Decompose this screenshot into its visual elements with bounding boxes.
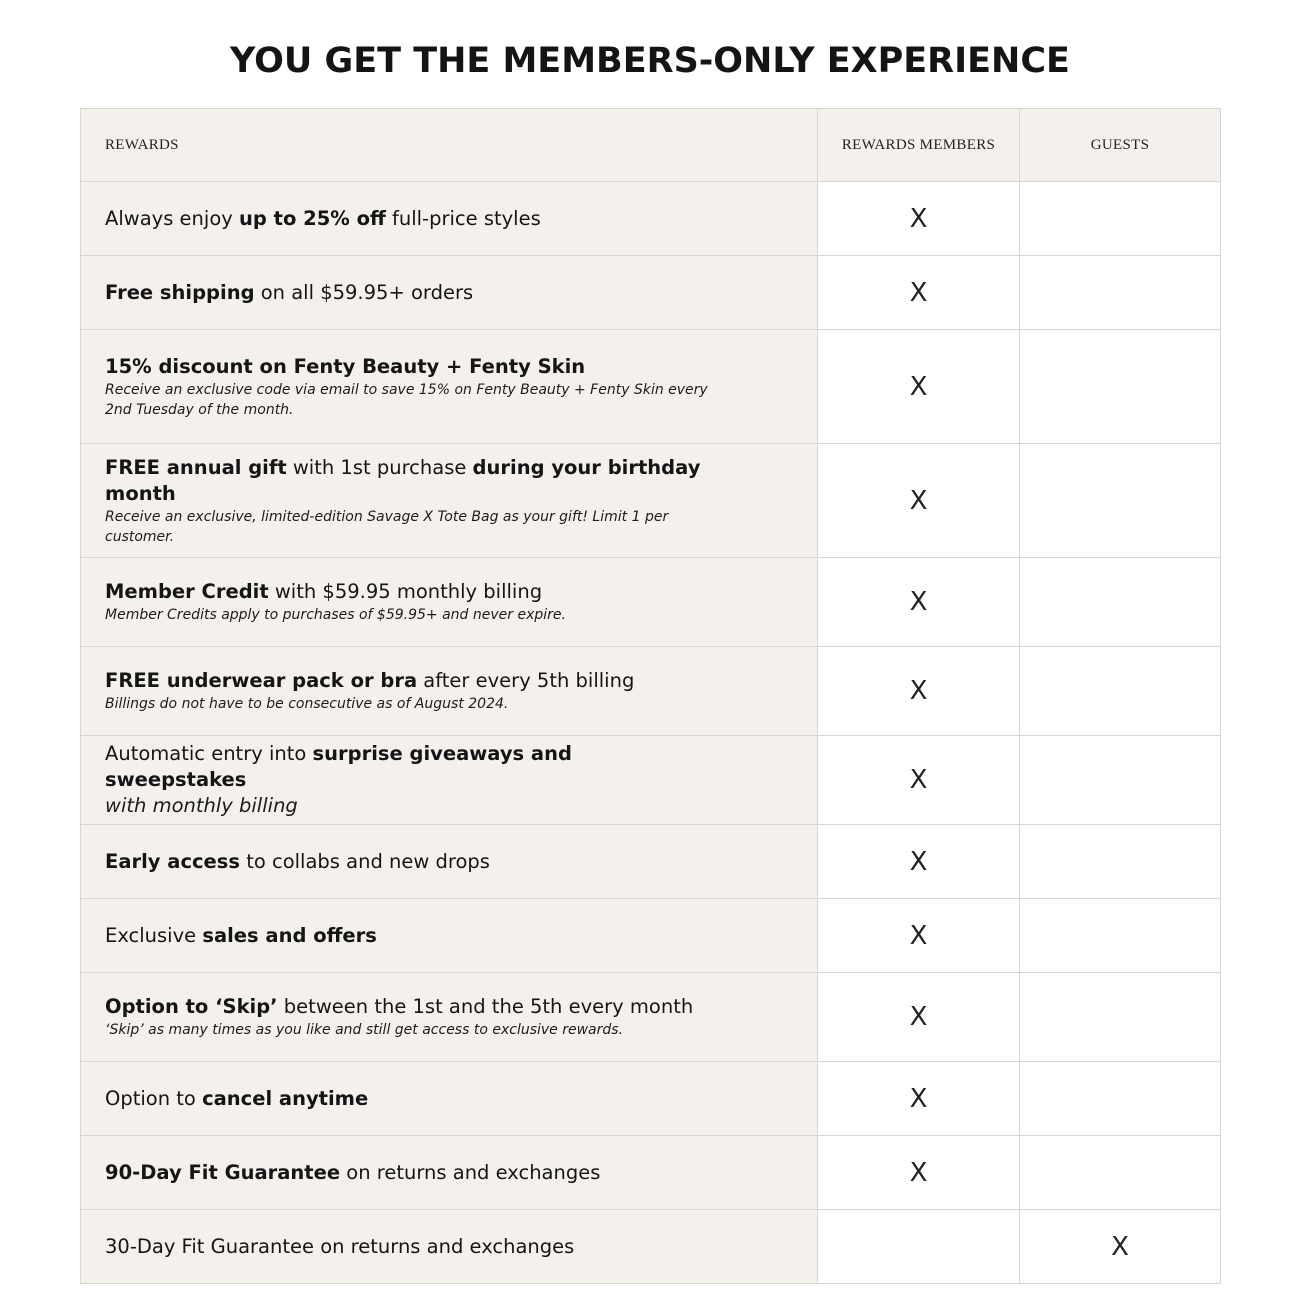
reward-text: between the 1st and the 5th every month [277, 995, 694, 1018]
reward-title [105, 994, 717, 1020]
reward-cell [81, 1136, 818, 1210]
members-mark: X [818, 182, 1020, 256]
table-row [81, 182, 1221, 256]
members-mark: X [818, 973, 1020, 1062]
reward-cell [81, 444, 818, 558]
table-row [81, 256, 1221, 330]
reward-title [105, 849, 717, 875]
reward-description: ‘Skip’ as many times as you like and still get access to exclusive rewards. [105, 1022, 624, 1038]
reward-title [105, 1160, 717, 1186]
members-mark: X [818, 444, 1020, 558]
reward-text-bold: during your birthday month [105, 455, 701, 505]
table-row [81, 736, 1221, 825]
table-row [81, 825, 1221, 899]
members-mark: X [818, 1136, 1020, 1210]
reward-description: Receive an exclusive code via email to save 15% on Fenty Beauty + Fenty Skin every 2nd Tuesday of the month. [105, 381, 708, 418]
reward-title [105, 1086, 717, 1112]
reward-text-bold: Member Credit [105, 580, 269, 603]
reward-text-bold: up to 25% off [239, 206, 386, 230]
members-mark [818, 1210, 1020, 1284]
reward-title [105, 923, 717, 949]
table-row [81, 899, 1221, 973]
reward-title [105, 1234, 717, 1260]
reward-text: 30-Day Fit Guarantee on returns and exchanges [105, 1234, 575, 1258]
table-row [81, 647, 1221, 736]
guests-mark [1020, 736, 1221, 825]
guests-mark [1020, 973, 1221, 1062]
reward-text: Option to [105, 1086, 203, 1110]
members-mark: X [818, 256, 1020, 330]
reward-cell [81, 825, 818, 899]
guests-mark: X [1020, 1210, 1221, 1284]
reward-cell [81, 1062, 818, 1136]
reward-text-bold: FREE underwear pack or bra [105, 669, 418, 692]
table-row [81, 444, 1221, 558]
reward-title [105, 280, 717, 306]
reward-text-bold: 15% discount on Fenty Beauty + Fenty Skin [105, 354, 586, 378]
members-mark: X [818, 1062, 1020, 1136]
reward-description: Receive an exclusive, limited-edition Savage X Tote Bag as your gift! Limit 1 per customer. [105, 508, 669, 545]
reward-cell [81, 256, 818, 330]
reward-cell [81, 973, 818, 1062]
guests-mark [1020, 1062, 1221, 1136]
page-title: YOU GET THE MEMBERS-ONLY EXPERIENCE [230, 41, 1070, 81]
reward-text-bold: sales and offers [202, 923, 377, 947]
reward-text-bold: 90-Day Fit Guarantee [105, 1160, 341, 1184]
members-mark: X [818, 330, 1020, 444]
members-mark: X [818, 899, 1020, 973]
reward-text: on returns and exchanges [340, 1160, 601, 1184]
reward-text-bold: cancel anytime [202, 1086, 369, 1110]
reward-description: Member Credits apply to purchases of $59.95+ and never expire. [105, 607, 566, 623]
members-mark: X [818, 647, 1020, 736]
reward-title [105, 455, 717, 507]
members-mark: X [818, 736, 1020, 825]
reward-text-bold: Option to ‘Skip’ [105, 995, 278, 1018]
guests-mark [1020, 444, 1221, 558]
table-row [81, 1136, 1221, 1210]
reward-text-bold: surprise giveaways and sweepstakes [105, 742, 572, 791]
table-header-row [81, 109, 1221, 182]
reward-text: with 1st purchase [286, 455, 473, 479]
reward-text: Exclusive [105, 923, 203, 947]
table-row [81, 1210, 1221, 1284]
reward-title [105, 741, 717, 793]
reward-cell [81, 736, 818, 825]
reward-text-bold: Early access [105, 849, 240, 873]
guests-mark [1020, 647, 1221, 736]
reward-cell [81, 182, 818, 256]
reward-text: Automatic entry into [105, 742, 313, 765]
guests-mark [1020, 825, 1221, 899]
table-row [81, 330, 1221, 444]
guests-mark [1020, 558, 1221, 647]
guests-mark [1020, 182, 1221, 256]
members-mark: X [818, 558, 1020, 647]
reward-cell [81, 1210, 818, 1284]
reward-text: after every 5th billing [417, 669, 635, 692]
reward-text-bold: FREE annual gift [105, 455, 287, 479]
guests-mark [1020, 1136, 1221, 1210]
members-mark: X [818, 825, 1020, 899]
reward-text: full-price styles [385, 206, 541, 230]
reward-text: with $59.95 monthly billing [268, 580, 543, 603]
reward-cell [81, 647, 818, 736]
guests-mark [1020, 330, 1221, 444]
column-header-rewards: REWARDS [81, 109, 818, 182]
guests-mark [1020, 256, 1221, 330]
reward-description: with monthly billing [105, 794, 298, 817]
column-header-guests: GUESTS [1020, 109, 1221, 182]
reward-text: to collabs and new drops [240, 849, 490, 873]
reward-description: Billings do not have to be consecutive as of August 2024. [105, 696, 509, 712]
reward-title [105, 579, 717, 605]
reward-cell [81, 330, 818, 444]
table-row [81, 1062, 1221, 1136]
reward-cell [81, 899, 818, 973]
table-row [81, 558, 1221, 647]
reward-text: Always enjoy [105, 206, 239, 230]
table-row [81, 973, 1221, 1062]
column-header-rewards-members: REWARDS MEMBERS [818, 109, 1020, 182]
reward-title [105, 668, 717, 694]
rewards-comparison-table [80, 108, 1221, 1284]
reward-text: on all $59.95+ orders [254, 280, 474, 304]
reward-title [105, 354, 717, 380]
reward-text-bold: Free shipping [105, 280, 255, 304]
reward-cell [81, 558, 818, 647]
guests-mark [1020, 899, 1221, 973]
reward-title [105, 206, 717, 232]
